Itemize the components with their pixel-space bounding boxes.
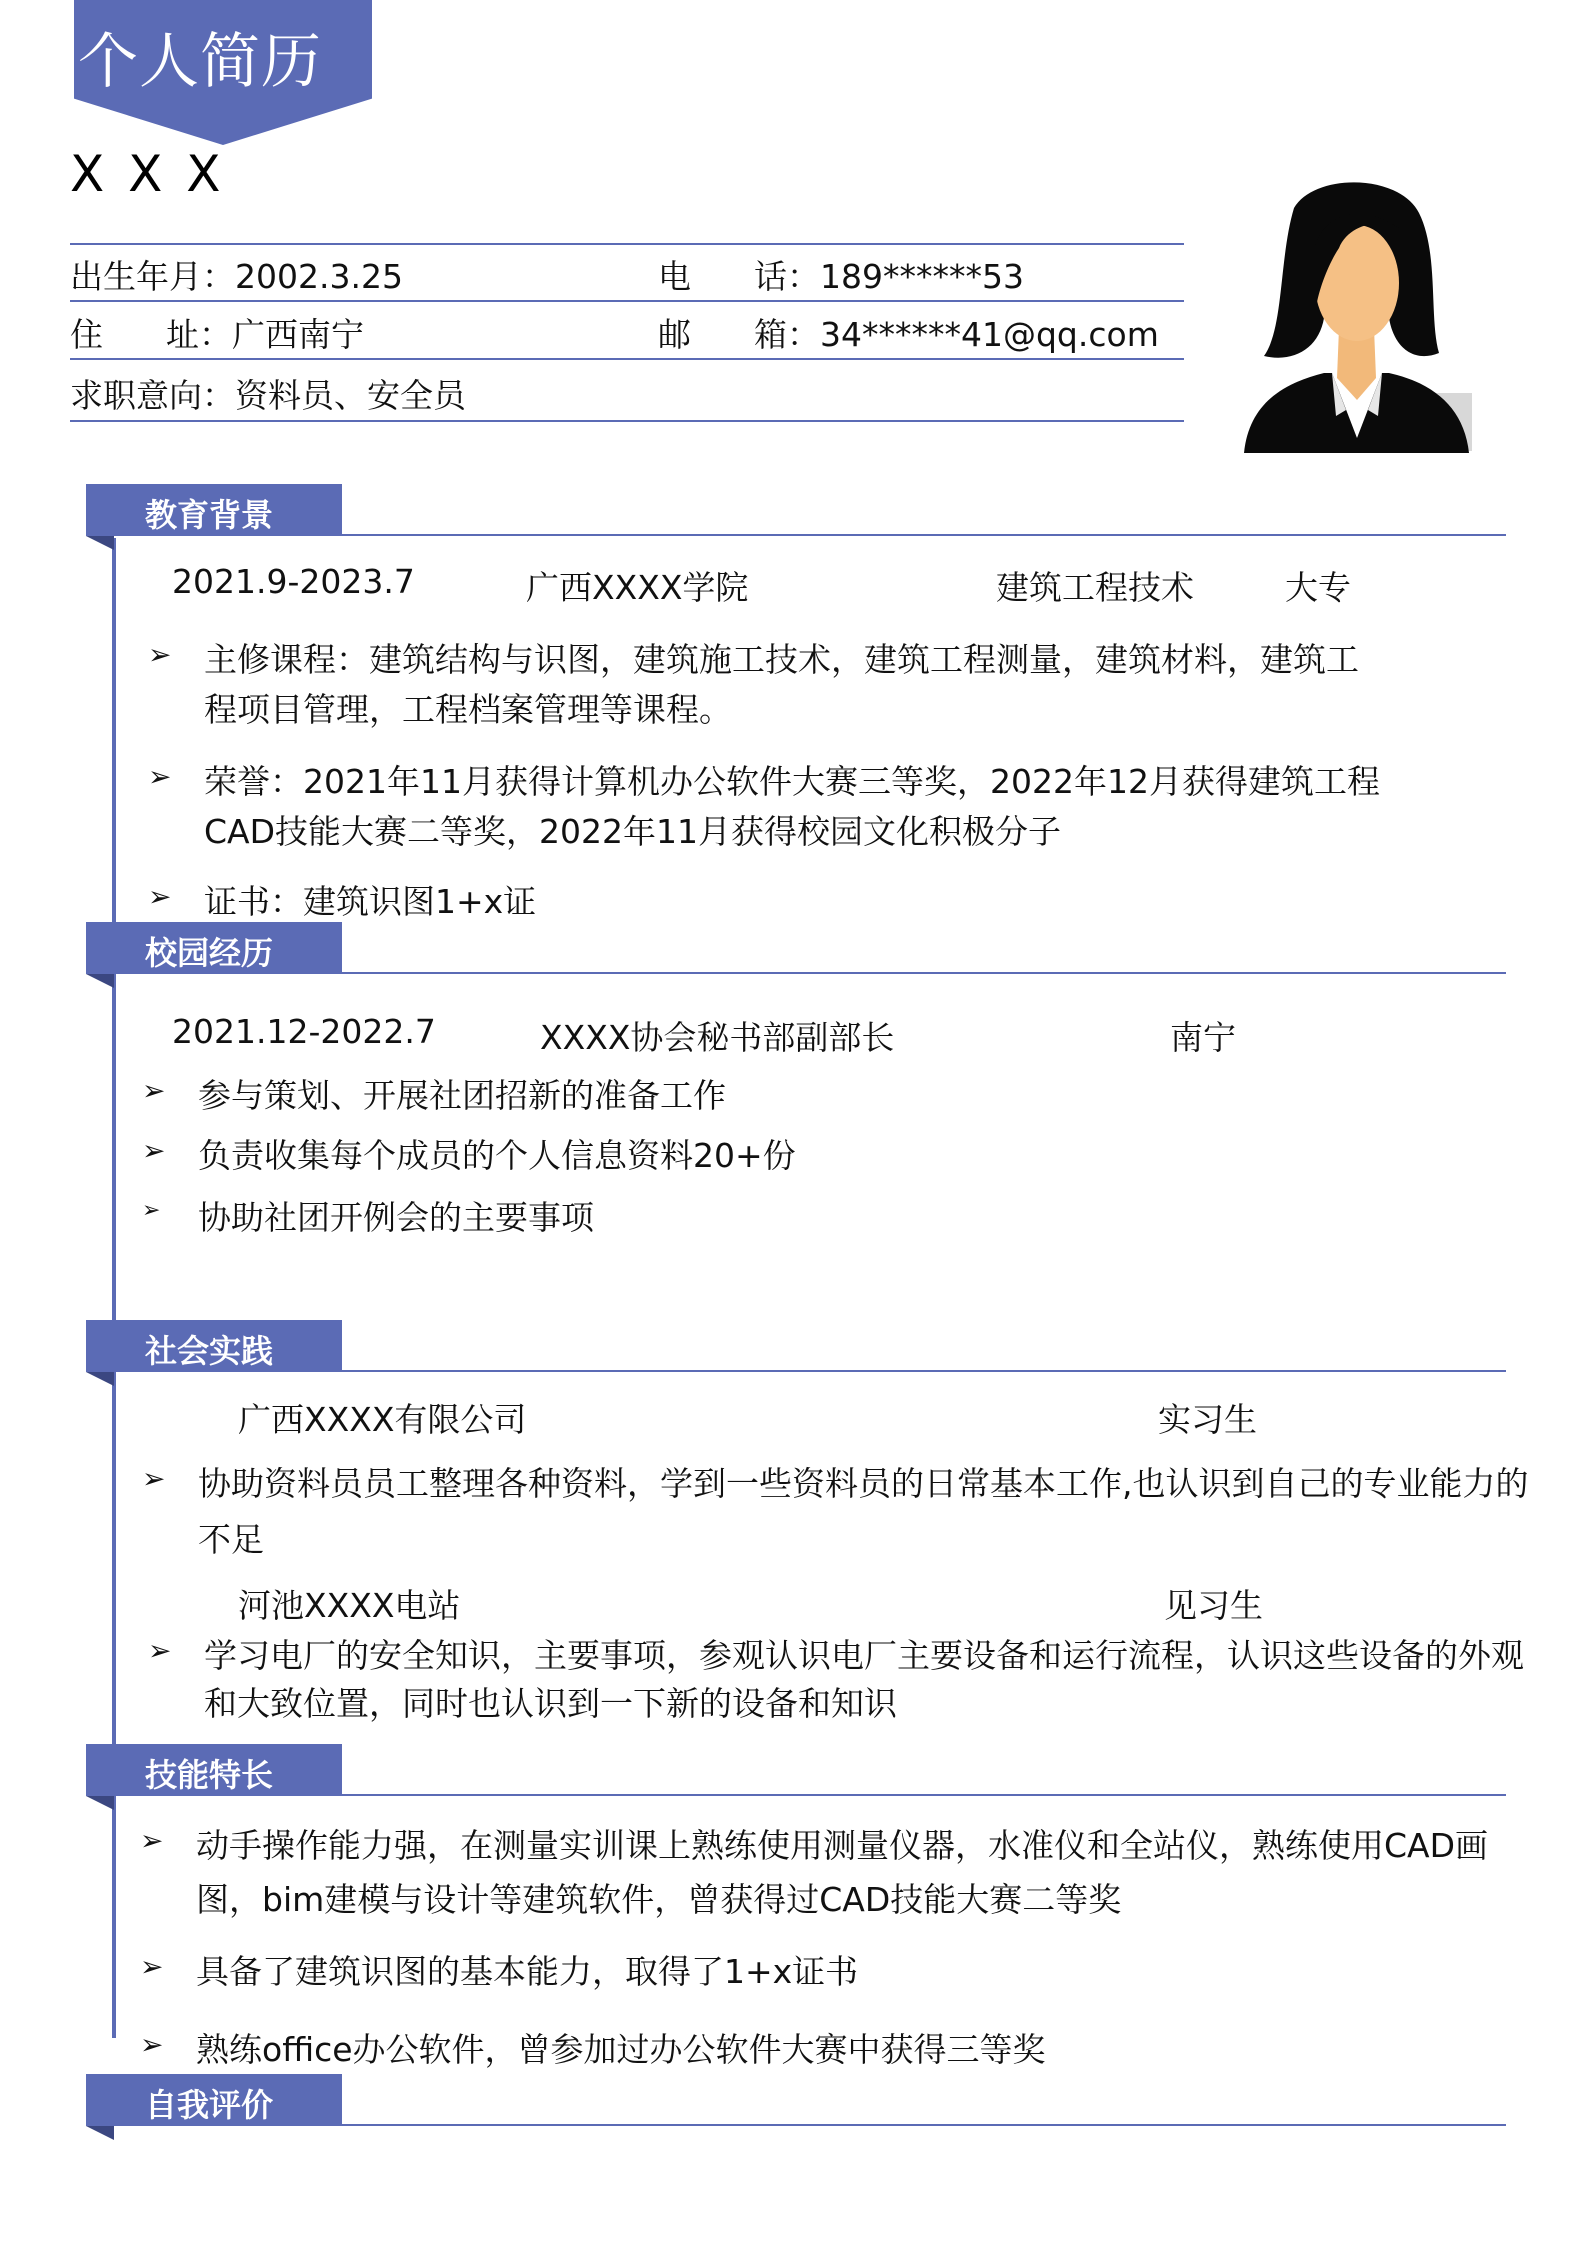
section-title-practice: 社会实践 (145, 1332, 274, 1370)
birth-date: 出生年月：2002.3.25 (70, 257, 403, 296)
edu-certificate: 证书：建筑识图1+x证 (204, 882, 537, 921)
edu-courses-cont: 程项目管理，工程档案管理等课程。 (204, 690, 732, 729)
campus-item: 参与策划、开展社团招新的准备工作 (198, 1076, 726, 1115)
bullet-icon: ➢ (148, 760, 172, 793)
practice-role: 实习生 (1158, 1400, 1257, 1439)
bullet-icon: ➢ (142, 1462, 166, 1495)
campus-item: 协助社团开例会的主要事项 (198, 1198, 594, 1237)
campus-role: XXXX协会秘书部副部长 (540, 1018, 895, 1057)
practice-desc-cont: 不足 (198, 1520, 264, 1559)
email-label: 邮 (658, 315, 691, 354)
tab-fold (86, 2126, 114, 2140)
practice-desc: 协助资料员员工整理各种资料，学到一些资料员的日常基本工作,也认识到自己的专业能力的 (198, 1464, 1529, 1503)
edu-degree: 大专 (1285, 568, 1351, 607)
section-title-skills: 技能特长 (145, 1756, 274, 1794)
bullet-icon: ➢ (148, 1634, 172, 1667)
bullet-icon: ➢ (148, 638, 172, 671)
bullet-icon: ➢ (140, 2028, 164, 2061)
job-objective: 求职意向：资料员、安全员 (70, 376, 466, 415)
bullet-icon: ➢ (142, 1134, 166, 1167)
tab-fold (86, 1796, 114, 1810)
practice-desc: 学习电厂的安全知识，主要事项，参观认识电厂主要设备和运行流程，认识这些设备的外观 (204, 1636, 1524, 1675)
section-divider (342, 1794, 1506, 1796)
edu-major: 建筑工程技术 (996, 568, 1194, 607)
info-divider (70, 358, 1184, 360)
edu-honors-cont: CAD技能大赛二等奖，2022年11月获得校园文化积极分子 (204, 812, 1062, 851)
tab-fold (86, 536, 114, 550)
tab-fold (86, 1372, 114, 1386)
edu-period: 2021.9-2023.7 (172, 562, 415, 601)
practice-desc-cont: 和大致位置，同时也认识到一下新的设备和知识 (204, 1684, 897, 1723)
info-divider (70, 300, 1184, 302)
info-divider (70, 243, 1184, 245)
phone-label: 电 (658, 257, 691, 296)
section-divider (342, 972, 1506, 974)
bullet-icon: ➢ (140, 1824, 164, 1857)
section-divider (342, 2124, 1506, 2126)
campus-item: 负责收集每个成员的个人信息资料20+份 (198, 1136, 796, 1175)
resume-title: 个人简历 (78, 27, 322, 97)
bullet-icon: ➢ (142, 1198, 161, 1223)
practice-company: 广西XXXX有限公司 (238, 1400, 527, 1439)
bullet-icon: ➢ (148, 880, 172, 913)
skill-item: 具备了建筑识图的基本能力，取得了1+x证书 (196, 1952, 859, 1991)
section-title-campus: 校园经历 (145, 934, 274, 972)
address-value: 址：广西南宁 (166, 315, 364, 354)
timeline-line (112, 538, 116, 2038)
campus-place: 南宁 (1170, 1018, 1236, 1057)
practice-role: 见习生 (1164, 1586, 1263, 1625)
edu-honors: 荣誉：2021年11月获得计算机办公软件大赛三等奖，2022年12月获得建筑工程 (204, 762, 1380, 801)
section-divider (342, 534, 1506, 536)
tab-fold (86, 974, 114, 988)
phone-value: 话：189******53 (754, 257, 1024, 296)
section-divider (342, 1370, 1506, 1372)
skill-item: 动手操作能力强，在测量实训课上熟练使用测量仪器，水准仪和全站仪，熟练使用CAD画 (196, 1826, 1489, 1865)
section-title-self-eval: 自我评价 (145, 2086, 274, 2124)
edu-school: 广西XXXX学院 (526, 568, 749, 607)
candidate-name: X X X (70, 145, 225, 203)
section-title-education: 教育背景 (145, 496, 274, 534)
profile-photo (1224, 178, 1494, 453)
edu-courses: 主修课程：建筑结构与识图，建筑施工技术，建筑工程测量，建筑材料，建筑工 (204, 640, 1359, 679)
info-divider (70, 420, 1184, 422)
email-value: 箱：34******41@qq.com (754, 315, 1159, 354)
address-label: 住 (70, 315, 103, 354)
bullet-icon: ➢ (140, 1950, 164, 1983)
practice-company: 河池XXXX电站 (238, 1586, 461, 1625)
skill-item: 熟练office办公软件，曾参加过办公软件大赛中获得三等奖 (196, 2030, 1046, 2069)
bullet-icon: ➢ (142, 1074, 166, 1107)
campus-period: 2021.12-2022.7 (172, 1012, 436, 1051)
skill-item-cont: 图，bim建模与设计等建筑软件，曾获得过CAD技能大赛二等奖 (196, 1880, 1122, 1919)
